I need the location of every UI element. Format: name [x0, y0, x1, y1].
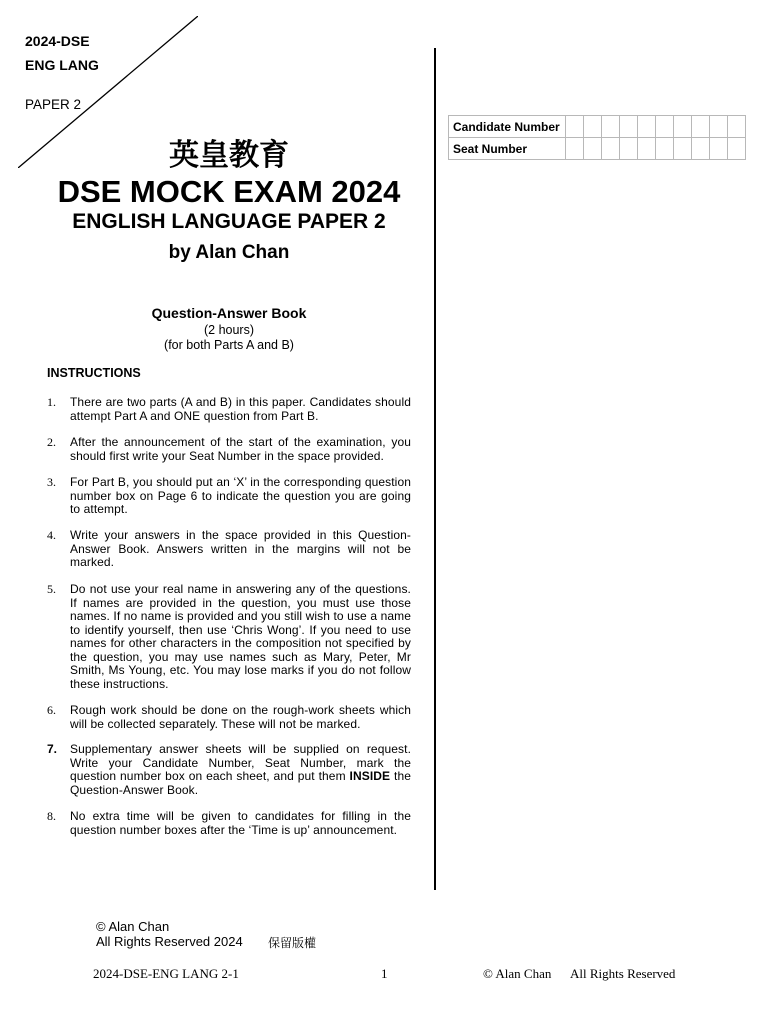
paper-label: PAPER 2	[25, 97, 82, 112]
instruction-number: 2.	[47, 435, 56, 449]
copyright-rights: All Rights Reserved 2024	[96, 934, 243, 949]
instruction-text: After the announcement of the start of the examination, you should first write your Seat Number in the space provided.	[70, 435, 411, 463]
candidate-seat-table	[448, 115, 746, 160]
copyright-chinese: 保留版權	[268, 936, 317, 950]
candidate-number-box[interactable]	[710, 116, 728, 138]
chinese-school-name: 英皇教育	[169, 138, 289, 173]
seat-number-box[interactable]	[638, 138, 656, 160]
footer-rights: All Rights Reserved	[570, 966, 676, 981]
instruction-item	[47, 810, 411, 837]
candidate-number-box[interactable]	[566, 116, 584, 138]
vertical-divider	[434, 48, 436, 890]
instruction-number: 8.	[47, 809, 56, 823]
book-name: Question-Answer Book	[151, 305, 307, 321]
candidate-number-box[interactable]	[638, 116, 656, 138]
candidate-number-box[interactable]	[728, 116, 746, 138]
footer-author: © Alan Chan	[483, 966, 552, 981]
instruction-text: No extra time will be given to candidates for filling in the question number boxes after the ‘Time is up’ announcement.	[70, 809, 411, 837]
seat-number-box[interactable]	[620, 138, 638, 160]
instruction-item	[47, 396, 411, 423]
instruction-text: For Part B, you should put an ‘X’ in the corresponding question number box on Page 6 to indicate the question you are going to attempt.	[70, 475, 411, 516]
instruction-text-part: Supplementary answer sheets will be supplied on request. Write your Candidate Number, Seat Number, mark the question number box on each sheet, and put them	[70, 742, 411, 783]
instruction-number: 1.	[47, 395, 56, 409]
candidate-number-row	[449, 116, 746, 138]
instruction-text	[70, 743, 411, 797]
seat-number-box[interactable]	[728, 138, 746, 160]
candidate-number-box[interactable]	[692, 116, 710, 138]
seat-number-box[interactable]	[710, 138, 728, 160]
exam-label: 2024-DSE	[25, 33, 90, 49]
instruction-item	[47, 583, 411, 691]
instruction-text: Write your answers in the space provided in this Question-Answer Book. Answers written in the margins will not be marked.	[70, 528, 411, 569]
candidate-number-label: Candidate Number	[449, 116, 566, 138]
instruction-text-part: the Question-Answer Book.	[70, 769, 411, 797]
candidate-number-box[interactable]	[620, 116, 638, 138]
instruction-item	[47, 529, 411, 570]
subject-label: ENG LANG	[25, 57, 99, 73]
instruction-number: 3.	[47, 475, 56, 489]
instruction-item	[47, 743, 411, 797]
instruction-number: 7.	[47, 742, 58, 756]
instruction-number: 5.	[47, 582, 56, 596]
seat-number-row	[449, 138, 746, 160]
seat-number-box[interactable]	[656, 138, 674, 160]
candidate-number-box[interactable]	[674, 116, 692, 138]
instruction-text: Do not use your real name in answering any of the questions. If names are provided in the question, you must use those names. If no name is provided and you still wish to use a name to identify yourself, then use ‘Chris Wong’. If you need to use names for other characters in the composition not specified by the question, you may use names such as Mary, Peter, Mr Smith, Ms Young, etc. You may lose marks if you do not follow these instructions.	[70, 582, 411, 691]
instruction-number: 4.	[47, 528, 56, 542]
instructions-heading: INSTRUCTIONS	[47, 366, 141, 380]
candidate-number-box[interactable]	[584, 116, 602, 138]
candidate-number-box[interactable]	[656, 116, 674, 138]
instruction-text: There are two parts (A and B) in this paper. Candidates should attempt Part A and ONE question from Part B.	[70, 395, 411, 423]
seat-number-box[interactable]	[602, 138, 620, 160]
exam-subtitle: ENGLISH LANGUAGE PAPER 2	[72, 210, 386, 233]
seat-number-box[interactable]	[584, 138, 602, 160]
instruction-emphasis: INSIDE	[349, 769, 391, 783]
instruction-text: Rough work should be done on the rough-work sheets which will be collected separately. These will not be marked.	[70, 703, 411, 731]
book-duration: (2 hours)	[203, 323, 255, 337]
seat-number-box[interactable]	[692, 138, 710, 160]
copyright-line: © Alan Chan	[96, 919, 170, 934]
instruction-number: 6.	[47, 703, 56, 717]
footer-code: 2024-DSE-ENG LANG 2-1	[93, 966, 239, 981]
author-line: by Alan Chan	[168, 242, 290, 263]
page-number: 1	[381, 966, 388, 981]
book-scope: (for both Parts A and B)	[164, 338, 294, 352]
exam-title: DSE MOCK EXAM 2024	[57, 174, 401, 209]
seat-number-label: Seat Number	[449, 138, 566, 160]
candidate-number-box[interactable]	[602, 116, 620, 138]
seat-number-box[interactable]	[674, 138, 692, 160]
instruction-item	[47, 476, 411, 517]
instruction-item	[47, 436, 411, 463]
instruction-item	[47, 704, 411, 731]
seat-number-box[interactable]	[566, 138, 584, 160]
